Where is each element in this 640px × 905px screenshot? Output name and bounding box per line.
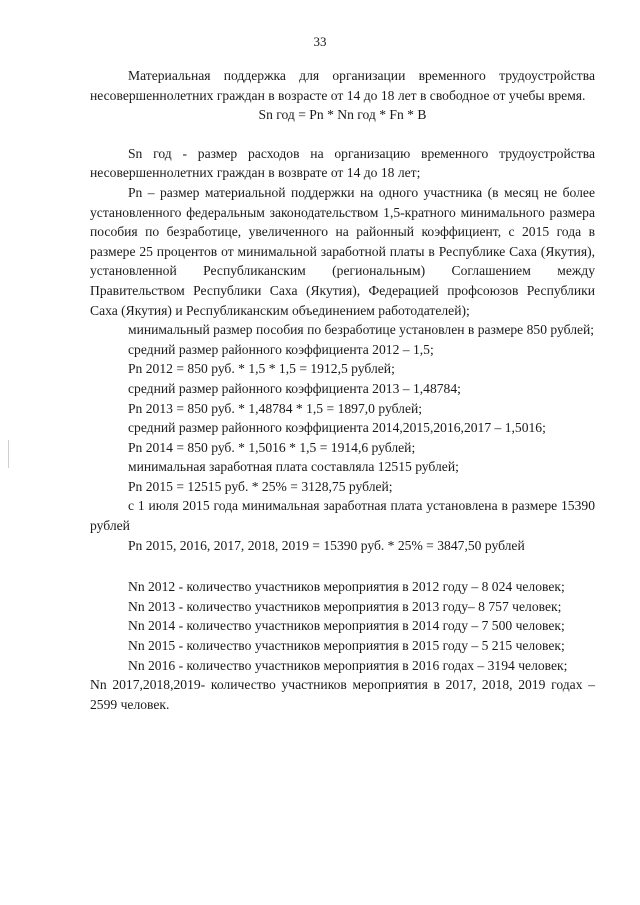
- definition-pn: Pn – размер материальной поддержки на одного участника (в месяц не более установленного федеральным законодательством 1,5-кратного минимального размера пособия по безработице, увеличенного на районный коэффициент, с 2015 года в размере 25 процентов от минимальной заработной платы в Республике Саха (Якутия), установленной Республиканским (региональным) Соглашением между Правительством Республики Саха (Якутия), Федерацией профсоюзов Республики Саха (Якутия) и Республиканским объединением работодателей);: [90, 184, 595, 318]
- calc-line: Pn 2015 = 12515 руб. * 25% = 3128,75 рублей;: [128, 478, 393, 494]
- participants-line: Nn 2012 - количество участников мероприятия в 2012 году – 8 024 человек;: [128, 579, 565, 595]
- min-benefit: минимальный размер пособия по безработице установлен в размере 850 рублей;: [128, 322, 595, 338]
- calc-line: Pn 2014 = 850 руб. * 1,5016 * 1,5 = 1914,6 рублей;: [128, 439, 416, 455]
- definition-sn: Sn год - размер расходов на организацию временного трудоустройства несовершеннолетних граждан в возврате от 14 до 18 лет;: [90, 145, 595, 181]
- participants-line: Nn 2015 - количество участников мероприятия в 2015 году – 5 215 человек;: [128, 638, 565, 654]
- pn-2015-2019: Pn 2015, 2016, 2017, 2018, 2019 = 15390 руб. * 25% = 3847,50 рублей: [128, 537, 525, 553]
- july-2015-paragraph: с 1 июля 2015 года минимальная заработная плата установлена в размере 15390 рублей: [90, 498, 595, 534]
- scan-margin-mark: [8, 440, 9, 468]
- participants-line: Nn 2014 - количество участников мероприятия в 2014 году – 7 500 человек;: [128, 618, 565, 634]
- participants-last-line: Nn 2017,2018,2019- количество участников мероприятия в 2017, 2018, 2019 годах – 2599 человек.: [90, 677, 595, 712]
- formula: Sn год = Pn * Nn год * Fn * B: [258, 107, 427, 123]
- calc-line: Pn 2012 = 850 руб. * 1,5 * 1,5 = 1912,5 рублей;: [128, 361, 395, 377]
- participants-line: Nn 2016 - количество участников мероприятия в 2016 годах – 3194 человек;: [128, 657, 568, 673]
- calc-line: средний размер районного коэффициента 2013 – 1,48784;: [128, 380, 461, 396]
- page-number: 33: [313, 34, 327, 49]
- calc-line: средний размер районного коэффициента 2012 – 1,5;: [128, 341, 434, 357]
- calc-line: средний размер районного коэффициента 2014,2015,2016,2017 – 1,5016;: [128, 420, 546, 436]
- document-body: [90, 66, 595, 714]
- intro-paragraph: Материальная поддержка для организации временного трудоустройства несовершеннолетних граждан в возрасте от 14 до 18 лет в свободное от учебы время.: [90, 68, 595, 103]
- participants-line: Nn 2013 - количество участников мероприятия в 2013 году– 8 757 человек;: [128, 598, 562, 614]
- calc-line: минимальная заработная плата составляла 12515 рублей;: [128, 459, 459, 475]
- calc-line: Pn 2013 = 850 руб. * 1,48784 * 1,5 = 1897,0 рублей;: [128, 400, 423, 416]
